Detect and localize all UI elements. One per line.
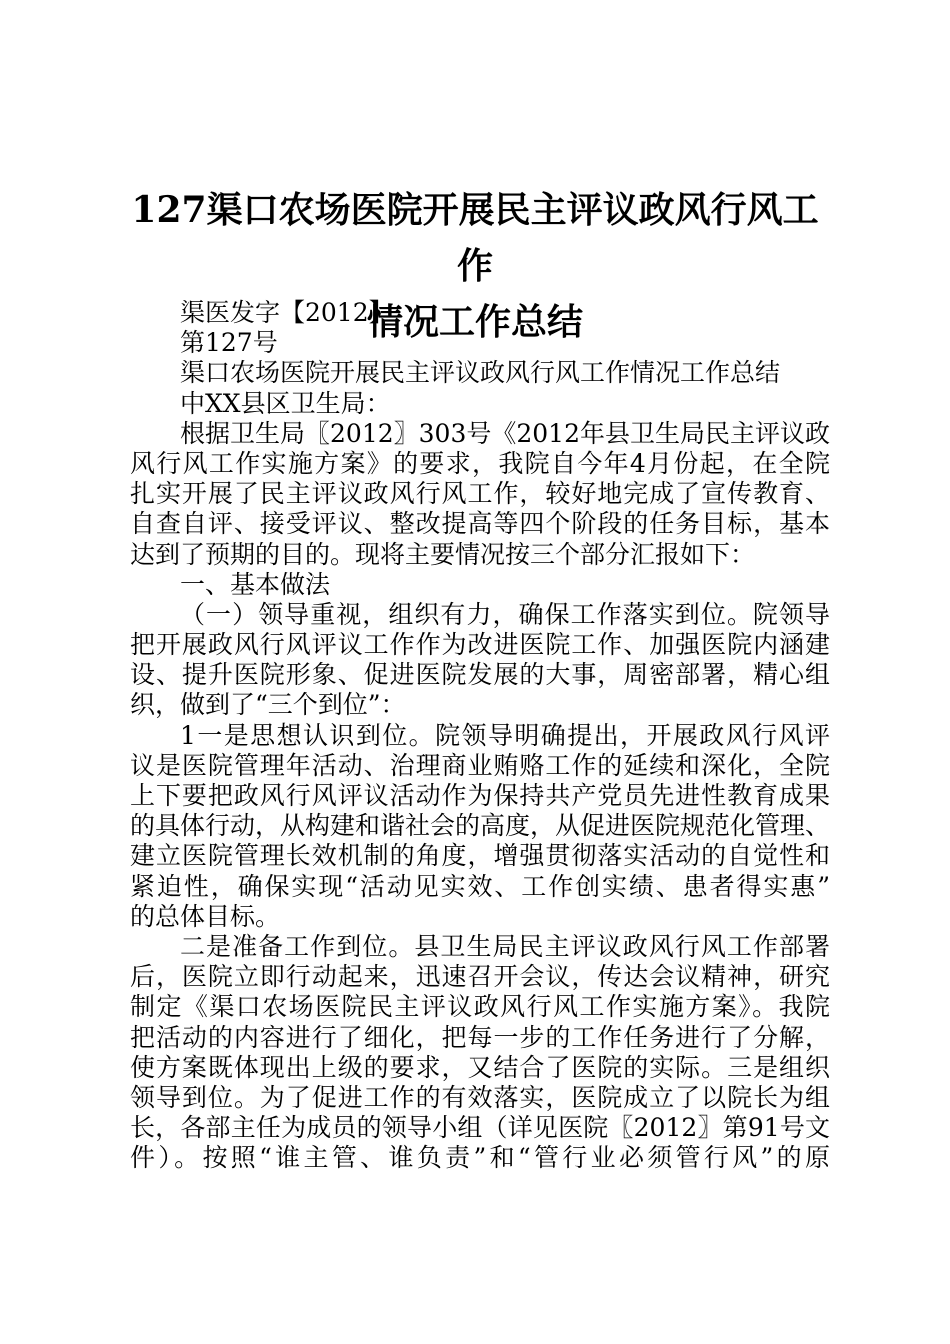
text-line: 设、提升医院形象、促进医院发展的大事，周密部署，精心组 xyxy=(130,660,830,690)
text-line: 制定《渠口农场医院民主评议政风行风工作实施方案》。我院 xyxy=(130,992,830,1022)
text-line: 风行风工作实施方案》的要求，我院自今年4月份起，在全院 xyxy=(130,448,830,478)
text-line: 二是准备工作到位。县卫生局民主评议政风行风工作部署 xyxy=(180,931,830,961)
text-line: 1一是思想认识到位。院领导明确提出，开展政风行风评 xyxy=(180,720,830,750)
text-line: 自查自评、接受评议、整改提高等四个阶段的任务目标，基本 xyxy=(130,509,830,539)
text-line: 达到了预期的目的。现将主要情况按三个部分汇报如下： xyxy=(130,539,756,569)
text-line: （一）领导重视，组织有力，确保工作落实到位。院领导 xyxy=(180,599,830,629)
text-line: 建立医院管理长效机制的角度，增强贯彻落实活动的自觉性和 xyxy=(130,841,830,871)
text-line: 长，各部主任为成员的领导小组（详见医院〖2012〗第91号文 xyxy=(130,1113,830,1143)
text-line: 第127号 xyxy=(180,328,278,358)
text-line: 把开展政风行风评议工作作为改进医院工作、加强医院内涵建 xyxy=(130,630,830,660)
text-line: 根据卫生局〖2012〗303号《2012年县卫生局民主评议政 xyxy=(180,418,830,448)
text-line: 织，做到了“三个到位”： xyxy=(130,690,406,720)
text-line: 紧迫性，确保实现“活动见实效、工作创实绩、患者得实惠” xyxy=(130,871,830,901)
text-line: 领导到位。为了促进工作的有效落实，医院成立了以院长为组 xyxy=(130,1082,830,1112)
text-line: 把活动的内容进行了细化，把每一步的工作任务进行了分解， xyxy=(130,1022,830,1052)
text-line: 上下要把政风行风评议活动作为保持共产党员先进性教育成果 xyxy=(130,781,830,810)
document-body xyxy=(130,298,830,1173)
text-line: 的具体行动，从构建和谐社会的高度，从促进医院规范化管理、 xyxy=(130,811,831,841)
text-line: 的总体目标。 xyxy=(130,901,281,931)
text-line: 件）。按照“谁主管、谁负责”和“管行业必须管行风”的原 xyxy=(130,1143,830,1173)
text-line: 议是医院管理年活动、治理商业贿赂工作的延续和深化，全院 xyxy=(130,750,830,780)
text-line: 渠医发字【2012】 xyxy=(180,298,394,327)
text-line: 中XX县区卫生局： xyxy=(180,388,391,418)
title-line-1: 127渠口农场医院开展民主评议政风行风工作 xyxy=(131,189,819,287)
title-line-2: 情况工作总结 xyxy=(366,301,583,343)
text-line: 使方案既体现出上级的要求，又结合了医院的实际。三是组织 xyxy=(130,1052,830,1082)
text-line: 渠口农场医院开展民主评议政风行风工作情况工作总结 xyxy=(180,358,781,388)
text-line: 扎实开展了民主评议政风行风工作，较好地完成了宣传教育、 xyxy=(130,479,830,509)
text-line: 一、基本做法 xyxy=(180,569,331,599)
text-line: 后，医院立即行动起来，迅速召开会议，传达会议精神，研究 xyxy=(130,962,830,992)
